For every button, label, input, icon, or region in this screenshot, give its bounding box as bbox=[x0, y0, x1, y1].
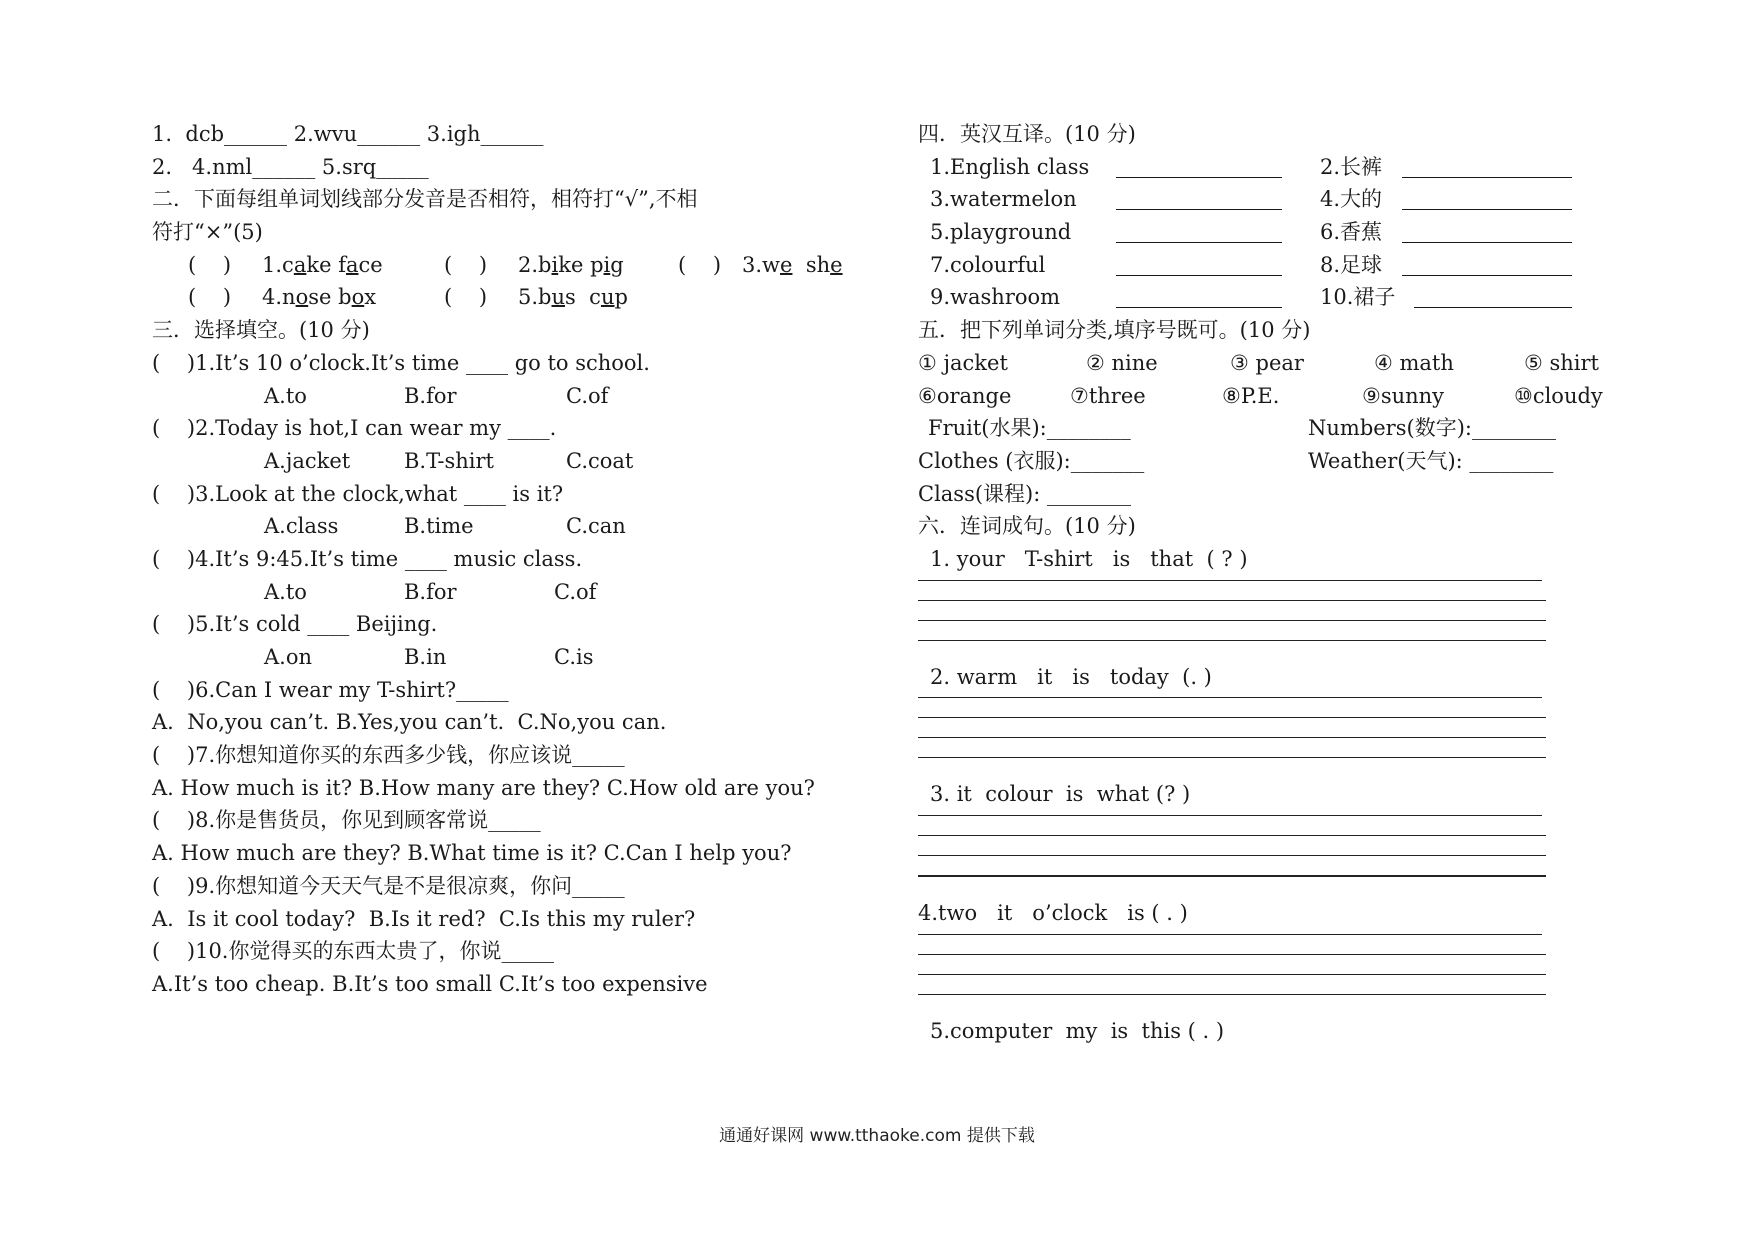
writing-lines[interactable] bbox=[918, 580, 1630, 641]
section1-line2: 2. 4.nml______ 5.srq_____ bbox=[152, 154, 429, 179]
answer-blank[interactable] bbox=[1116, 285, 1282, 308]
translate-row-1: 1.English class 2.长裤 bbox=[918, 151, 1630, 184]
category-fruit[interactable]: Fruit(水果):________ bbox=[928, 416, 1131, 441]
section2-title-cont: 符打“×”(5) bbox=[152, 220, 263, 245]
phonics-item: 3.we she bbox=[742, 252, 843, 277]
translate-row-5: 9.washroom 10.裙子 bbox=[918, 281, 1630, 314]
phonics-item: 1.cake face bbox=[262, 252, 383, 277]
writing-lines[interactable] bbox=[918, 934, 1630, 995]
scrambled-words: 3. it colour is what (? ) bbox=[930, 782, 1191, 807]
translate-row-2: 3.watermelon 4.大的 bbox=[918, 183, 1630, 216]
phonics-item: 5.bus cup bbox=[518, 285, 628, 310]
writing-lines[interactable] bbox=[918, 815, 1630, 877]
scrambled-words: 5.computer my is this ( . ) bbox=[930, 1018, 1225, 1043]
answer-paren[interactable]: ( ) bbox=[444, 252, 488, 277]
question-3: ( )3.Look at the clock,what ____ is it? bbox=[152, 481, 564, 506]
question-4-options: A.to B.for C.of bbox=[264, 579, 597, 604]
section2-title: 二．下面每组单词划线部分发音是否相符，相符打“√”,不相 bbox=[152, 187, 698, 212]
answer-paren[interactable]: ( ) bbox=[188, 285, 232, 310]
answer-blank[interactable] bbox=[1402, 220, 1572, 243]
question-6: ( )6.Can I wear my T-shirt?_____ bbox=[152, 677, 509, 702]
section2-row1 bbox=[152, 249, 858, 282]
answer-blank[interactable] bbox=[1116, 253, 1282, 276]
question-5-options: A.on B.in C.is bbox=[264, 645, 594, 669]
question-6-answers: A. No,you can’t. B.Yes,you can’t. C.No,you can. bbox=[152, 710, 667, 735]
category-row-2 bbox=[918, 445, 1630, 478]
section5-title: 五．把下列单词分类,填序号既可。(10 分) bbox=[918, 318, 1311, 343]
question-9: ( )9.你想知道今天天气是不是很凉爽，你问_____ bbox=[152, 873, 625, 898]
section1-line1: 1. dcb______ 2.wvu______ 3.igh______ bbox=[152, 122, 544, 146]
scrambled-words: 4.two it o’clock is ( . ) bbox=[918, 901, 1188, 925]
question-8-answers: A. How much are they? B.What time is it? C.Can I help you? bbox=[152, 841, 792, 866]
answer-paren[interactable]: ( ) bbox=[444, 285, 488, 310]
question-2: ( )2.Today is hot,I can wear my ____. bbox=[152, 416, 557, 441]
answer-blank[interactable] bbox=[1402, 253, 1572, 276]
question-10-answers: A.It’s too cheap. B.It’s too small C.It’s too expensive bbox=[152, 971, 708, 996]
translate-row-4: 7.colourful 8.足球 bbox=[918, 249, 1630, 282]
question-7: ( )7.你想知道你买的东西多少钱，你应该说_____ bbox=[152, 743, 625, 768]
word-bank-row-1: ① jacket ② nine ③ pear ④ math ⑤ shirt bbox=[918, 350, 1599, 375]
answer-paren[interactable]: ( ) bbox=[678, 252, 722, 277]
answer-blank[interactable] bbox=[1116, 155, 1282, 178]
category-clothes[interactable]: Clothes (衣服):_______ bbox=[918, 448, 1145, 473]
footer-source: 通通好课网 www.tthaoke.com 提供下载 bbox=[719, 1126, 1035, 1146]
word-bank-row-2: ⑥orange ⑦three ⑧P.E. ⑨sunny ⑩cloudy bbox=[918, 383, 1603, 408]
sentence-item-1 bbox=[918, 543, 1630, 641]
section6-title: 六．连词成句。(10 分) bbox=[918, 514, 1136, 539]
translate-row-3: 5.playground 6.香蕉 bbox=[918, 216, 1630, 249]
sentence-item-3 bbox=[918, 778, 1630, 877]
question-3-options: A.class B.time C.can bbox=[264, 514, 626, 539]
question-2-options: A.jacket B.T-shirt C.coat bbox=[264, 448, 634, 473]
answer-blank[interactable] bbox=[1414, 285, 1572, 308]
category-class[interactable]: Class(课程): ________ bbox=[918, 481, 1131, 506]
category-numbers[interactable]: Numbers(数字):________ bbox=[1308, 416, 1556, 441]
answer-paren[interactable]: ( ) bbox=[188, 252, 232, 277]
question-1-options: A.to B.for C.of bbox=[264, 383, 609, 408]
scrambled-words: 2. warm it is today (. ) bbox=[930, 664, 1212, 689]
answer-blank[interactable] bbox=[1116, 187, 1282, 210]
sentence-item-4 bbox=[918, 897, 1630, 995]
question-8: ( )8.你是售货员，你见到顾客常说_____ bbox=[152, 808, 541, 833]
right-column bbox=[918, 118, 1630, 1051]
phonics-item: 4.nose box bbox=[262, 285, 377, 310]
section3-title: 三．选择填空。(10 分) bbox=[152, 318, 370, 343]
question-7-answers: A. How much is it? B.How many are they? C.How old are you? bbox=[152, 775, 815, 800]
sentence-item-5 bbox=[918, 1015, 1630, 1048]
question-4: ( )4.It’s 9:45.It’s time ____ music class. bbox=[152, 546, 583, 571]
writing-lines[interactable] bbox=[918, 697, 1630, 758]
question-9-answers: A. Is it cool today? B.Is it red? C.Is this my ruler? bbox=[152, 906, 696, 931]
answer-blank[interactable] bbox=[1116, 220, 1282, 243]
category-weather[interactable]: Weather(天气): ________ bbox=[1308, 448, 1554, 473]
category-row-3 bbox=[918, 478, 1630, 511]
phonics-item: 2.bike pig bbox=[518, 252, 624, 277]
section2-row2 bbox=[152, 281, 858, 314]
question-1: ( )1.It’s 10 o’clock.It’s time ____ go to school. bbox=[152, 350, 650, 375]
sentence-item-2 bbox=[918, 661, 1630, 759]
answer-blank[interactable] bbox=[1402, 187, 1572, 210]
scrambled-words: 1. your T-shirt is that ( ? ) bbox=[930, 546, 1248, 571]
left-column bbox=[152, 118, 858, 1001]
category-row-1 bbox=[918, 412, 1630, 445]
question-5: ( )5.It’s cold ____ Beijing. bbox=[152, 612, 438, 637]
section4-title: 四．英汉互译。(10 分) bbox=[918, 122, 1136, 146]
question-10: ( )10.你觉得买的东西太贵了，你说_____ bbox=[152, 939, 554, 964]
answer-blank[interactable] bbox=[1402, 155, 1572, 178]
